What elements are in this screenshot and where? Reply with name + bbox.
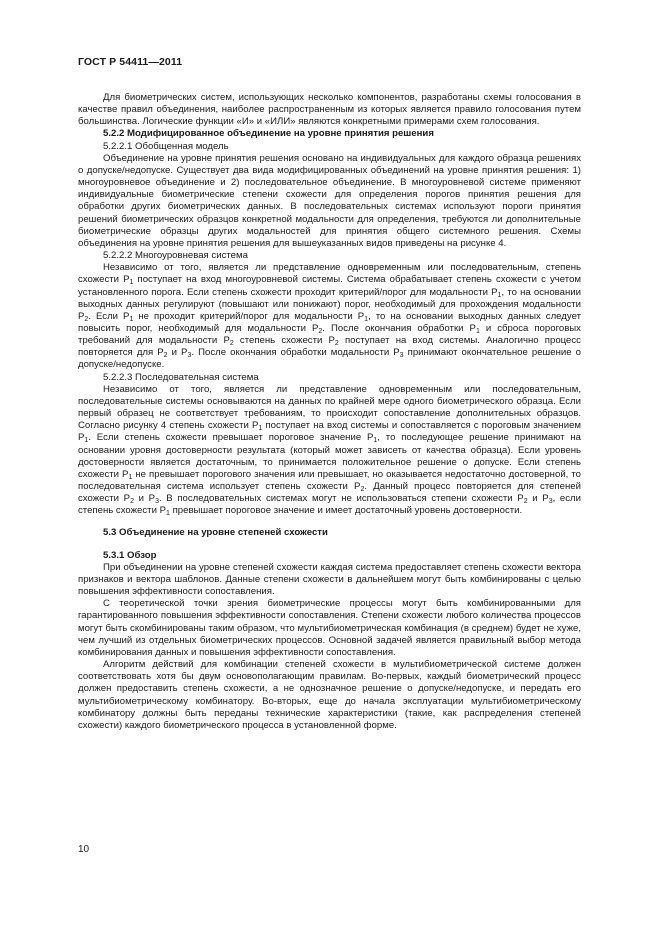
paragraph-intro: Для биометрических систем, использующих несколько компонентов, разработаны схемы голосования в качестве правил объединения, наиболее распространенным из которых является правило голосования путем большинства. Логические функции «И» и «ИЛИ» являются конкретными примерами схем голосования. (78, 92, 581, 128)
subscript-index: 3 (187, 352, 192, 360)
subscript-index: 3 (399, 352, 404, 360)
subscript-index: 2 (163, 352, 168, 360)
heading-5-2-2-1: 5.2.2.1 Обобщенная модель (103, 140, 229, 152)
subscript-index: 1 (364, 315, 369, 323)
paragraph-5-2-2-3: Независимо от того, является ли представление одновременным или последовательным, последовательные системы основываются на данных по крайней мере одного биометрического образца. Если первый образец не соответствует требованиям, то происходит сопоставление дополнительных образцов. Согласно рисунку 4 степень схожести $P_1$ поступает на вход системы и сопоставляется с пороговым значением $P_1$. Если степень схожести превышает пороговое значение $P_1$, то последующее решение принимают на основании уровня достоверности результата (который может зависеть от качества образца). Если уровень достоверности является достаточным, то принимается положительное решение о допуске. Если степень схожести $P_1$ не превышает порогового значения или превышает, но оказывается недостаточно достоверной, то последовательная система использует степень схожести $P_2$. Данный процесс повторяется для степеней схожести $P_2$ и $P_3$. В последовательных системах могут не использоваться степени схожести $P_2$ и $P_3$, если степень схожести $P_1$ превышает пороговое значение и имеет достаточный уровень достоверности. (78, 383, 582, 518)
subscript-index: 1 (129, 315, 134, 323)
subscript-index: 1 (129, 279, 134, 287)
subscript-index: 2 (334, 340, 339, 348)
subscript-index: 1 (128, 473, 133, 481)
heading-5-2-2: 5.2.2 Модифицированное объединение на уровне принятия решения (103, 128, 434, 140)
subscript-index: 1 (475, 327, 480, 335)
subscript-index: 3 (548, 498, 553, 506)
heading-5-2-2-3: 5.2.2.3 Последовательная система (103, 371, 259, 383)
subscript-index: 2 (523, 498, 528, 506)
subscript-index: 1 (258, 425, 263, 433)
paragraph-5-3-1-b: С теоретической точки зрения биометрические процессы могут быть комбинированными для гарантированного повышения эффективности сопоставления. Степени схожести любого количества процессов могут быть скомбинированы таким образом, что мультибиометрическая комбинация (в среднем) будет не хуже, чем лучший из отдельных биометрических процессов. Основной задачей является правильный выбор метода комбинирования данных и повышения эффективности сопоставления. (78, 598, 581, 658)
paragraph-5-2-2-2: Независимо от того, является ли представление одновременным или последовательным, степень схожести $P_1$ поступает на вход многоуровневой системы. Система обрабатывает степень схожести с учетом установленного порога. Если степень схожести проходит критерий/порог для модальности $P_1$, то на основании выходных данных регулируют (повышают или понижают) порог, необходимый для прохождения модальности $P_2$. Если $P_1$ не проходит критерий/порог для модальности $P_1$, то на основании выходных данных следует повысить порог, необходимый для модальности $P_2$. После окончания обработки $P_1$ и сброса пороговых требований для модальности $P_2$ степень схожести $P_2$ поступает на вход системы. Аналогично процесс повторяется для $P_2$ и $P_3$. После окончания обработки модальности $P_3$ принимают окончательное решение о допуске/недопуске. (78, 262, 581, 371)
subscript-index: 1 (166, 510, 170, 518)
page-body (78, 92, 581, 732)
subscript-index: 1 (497, 291, 502, 299)
subscript-index: 2 (229, 340, 234, 348)
paragraph-5-2-2-1: Объединение на уровне принятия решения основано на индивидуальных для каждого образца решениях о допуске/недопуске. Существует два вида модифицированных объединений на уровне принятия решения: 1) многоуровневое объединение и 2) последовательное объединение. В многоуровневой системе применяют индивидуальные биометрические степени схожести для определения порогов принятия решения для обработки других биометрических данных. В последовательных системах используют пороги принятия решений биометрических образцов конкретной модальности для определения, требуются ли дополнительные биометрические образцы других модальностей для принятия общего системного решения. Схемы объединения на уровне принятия решения для вышеуказанных видов приведены на рисунке 4. (78, 152, 581, 249)
subscript-index: 1 (84, 437, 89, 445)
paragraph-5-3-1-c: Алгоритм действий для комбинации степеней схожести в мультибиометрической системе должен соответствовать хотя бы двум основополагающим правилам. Во-первых, каждый биометрический процесс должен предоставить степень схожести, а не однозначное решение о допуске/недопуске, и передать его мультибиометрическому комбинатору. Во-вторых, еще до начала эксплуатации мультибиометрическому комбинатору должны быть переданы технические характеристики (такие, как распределения степеней схожести) каждого биометрического процесса в установленной форме. (78, 659, 581, 731)
subscript-index: 3 (155, 498, 159, 506)
page-number: 10 (78, 844, 90, 855)
subscript-index: 2 (360, 486, 365, 493)
paragraph-5-3-1-a: При объединении на уровне степеней схожести каждая система предоставляет степень схожести вектора признаков и вектора шаблонов. Данные степени схожести в дальнейшем могут быть комбинированы с целью повышения эффективности сопоставления. (78, 561, 581, 598)
subscript-index: 1 (373, 437, 378, 445)
subscript-index: 2 (318, 327, 323, 335)
subscript-index: 2 (84, 315, 89, 323)
heading-5-3: 5.3 Объединение на уровне степеней схожести (103, 527, 328, 539)
heading-5-3-1: 5.3.1 Обзор (103, 549, 157, 561)
subscript-index: 2 (130, 498, 134, 506)
document-header: ГОСТ Р 54411—2011 (78, 56, 183, 68)
heading-5-2-2-2: 5.2.2.2 Многоуровневая система (103, 250, 248, 262)
